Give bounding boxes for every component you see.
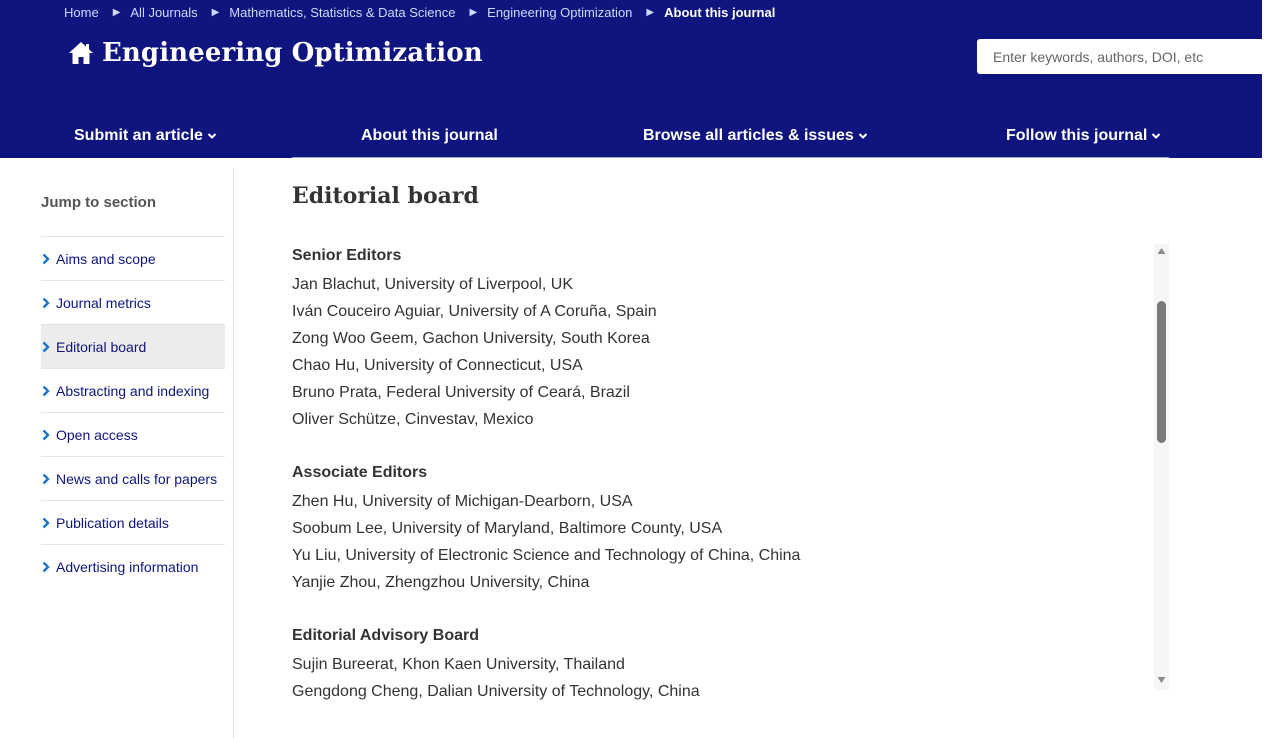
sidebar-item-label: Advertising information — [56, 558, 199, 575]
chevron-right-icon — [41, 517, 51, 529]
chevron-down-icon — [1151, 131, 1161, 141]
board-section-senior-editors — [292, 244, 1142, 433]
home-icon — [68, 41, 94, 65]
chevron-down-icon — [207, 131, 217, 141]
editorial-board-list — [292, 244, 1142, 733]
journal-nav — [0, 118, 1262, 158]
scrollbar-thumb[interactable] — [1157, 301, 1166, 443]
chevron-right-icon — [41, 429, 51, 441]
chevron-right-icon — [41, 561, 51, 573]
nav-about-journal-label: About this journal — [361, 127, 498, 144]
sidebar-item-open-access[interactable] — [41, 412, 225, 456]
sidebar-item-editorial-board[interactable] — [41, 324, 225, 368]
breadcrumb-journal[interactable]: Engineering Optimization — [487, 4, 633, 20]
jump-to-section-sidebar — [0, 168, 234, 738]
scroll-down-arrow-icon[interactable] — [1157, 676, 1166, 684]
sidebar-item-advertising-information[interactable] — [41, 544, 225, 588]
sidebar-item-journal-metrics[interactable] — [41, 280, 225, 324]
board-section-associate-editors — [292, 461, 1142, 596]
breadcrumb — [64, 3, 775, 21]
board-member: Zhen Hu, University of Michigan-Dearborn, USA — [292, 493, 633, 510]
chevron-right-icon — [41, 473, 51, 485]
nav-active-underline — [292, 157, 1169, 158]
nav-browse-articles-label: Browse all articles & issues — [643, 127, 854, 144]
site-header — [0, 0, 1262, 158]
chevron-down-icon — [858, 131, 868, 141]
board-section-editorial-advisory-board — [292, 624, 1142, 705]
board-member: Jan Blachut, University of Liverpool, UK — [292, 276, 574, 293]
sidebar-item-abstracting-and-indexing[interactable] — [41, 368, 225, 412]
sidebar-item-label: News and calls for papers — [56, 470, 218, 487]
sidebar-item-label: Journal metrics — [56, 294, 151, 311]
sidebar-item-label: Publication details — [56, 514, 169, 531]
board-member: Yu Liu, University of Electronic Science and Technology of China, China — [292, 547, 801, 564]
board-member: Soobum Lee, University of Maryland, Baltimore County, USA — [292, 520, 723, 537]
sidebar-item-aims-and-scope[interactable] — [41, 236, 225, 280]
section-list — [41, 236, 225, 588]
triangle-right-icon: ▶ — [646, 6, 655, 18]
sidebar-item-label: Abstracting and indexing — [56, 382, 210, 399]
triangle-right-icon: ▶ — [469, 6, 478, 18]
board-member: Zong Woo Geem, Gachon University, South Korea — [292, 330, 650, 347]
nav-about-journal[interactable] — [361, 127, 498, 145]
board-member: Bruno Prata, Federal University of Ceará, Brazil — [292, 384, 630, 401]
journal-title-link[interactable] — [68, 36, 483, 70]
nav-follow-journal-label: Follow this journal — [1006, 127, 1148, 144]
board-member: Chao Hu, University of Connecticut, USA — [292, 357, 583, 374]
scroll-up-arrow-icon[interactable] — [1157, 247, 1166, 255]
board-member: Oliver Schütze, Cinvestav, Mexico — [292, 411, 534, 428]
sidebar-item-publication-details[interactable] — [41, 500, 225, 544]
editorial-board-scroll-area[interactable] — [292, 244, 1169, 700]
page-title: Editorial board — [292, 183, 479, 209]
search-input[interactable] — [977, 39, 1267, 74]
breadcrumb-subject[interactable]: Mathematics, Statistics & Data Science — [229, 4, 456, 20]
section-heading: Associate Editors — [292, 464, 428, 481]
section-heading: Senior Editors — [292, 247, 402, 264]
sidebar-item-news-and-calls[interactable] — [41, 456, 225, 500]
sidebar-item-label: Editorial board — [56, 338, 147, 355]
triangle-right-icon: ▶ — [211, 6, 220, 18]
nav-submit-article[interactable] — [74, 127, 217, 145]
nav-browse-articles[interactable] — [643, 127, 868, 145]
jump-to-section-title: Jump to section — [41, 194, 157, 211]
scrollbar[interactable] — [1154, 244, 1169, 690]
breadcrumb-current: About this journal — [664, 4, 776, 20]
breadcrumb-all-journals[interactable]: All Journals — [130, 4, 198, 20]
board-member: Gengdong Cheng, Dalian University of Technology, China — [292, 683, 700, 700]
breadcrumb-home[interactable]: Home — [64, 4, 99, 20]
nav-submit-article-label: Submit an article — [74, 127, 203, 144]
chevron-right-icon — [41, 341, 51, 353]
sidebar-item-label: Aims and scope — [56, 250, 156, 267]
board-member: Sujin Bureerat, Khon Kaen University, Thailand — [292, 656, 625, 673]
triangle-right-icon: ▶ — [112, 6, 121, 18]
section-heading: Editorial Advisory Board — [292, 627, 479, 644]
chevron-right-icon — [41, 253, 51, 265]
board-member: Yanjie Zhou, Zhengzhou University, China — [292, 574, 590, 591]
chevron-right-icon — [41, 297, 51, 309]
sidebar-item-label: Open access — [56, 426, 138, 443]
journal-title: Engineering Optimization — [102, 38, 483, 68]
chevron-right-icon — [41, 385, 51, 397]
nav-follow-journal[interactable] — [1006, 127, 1161, 145]
board-member: Iván Couceiro Aguiar, University of A Coruña, Spain — [292, 303, 657, 320]
